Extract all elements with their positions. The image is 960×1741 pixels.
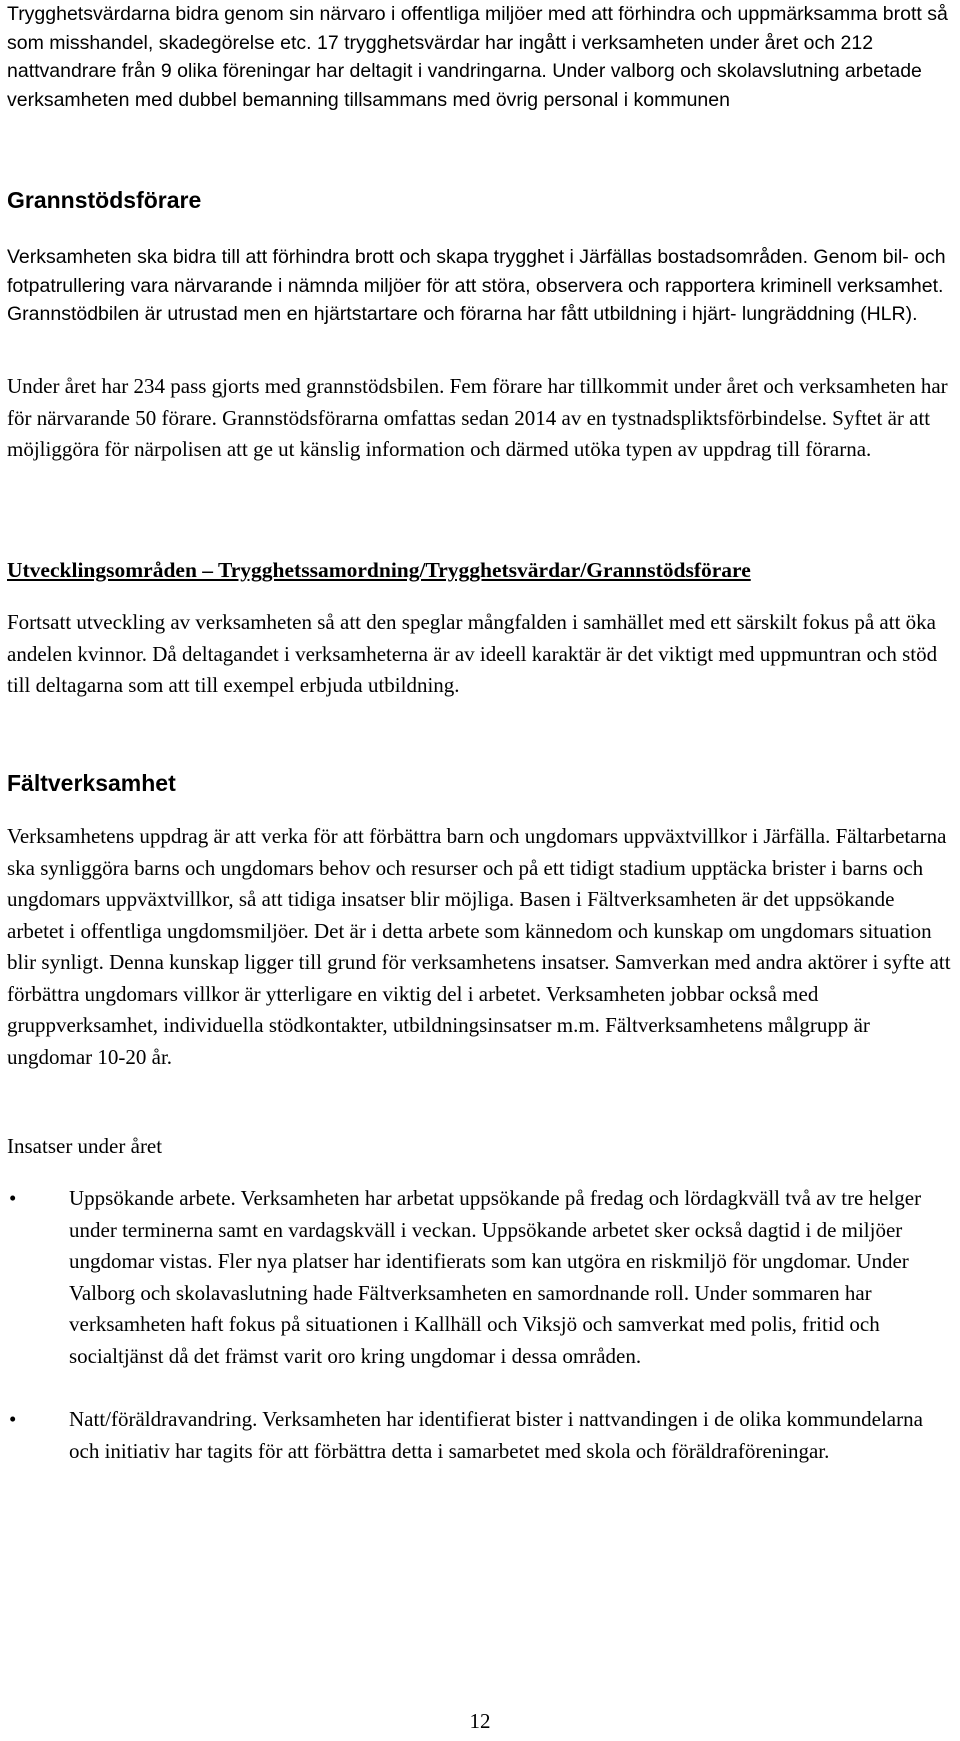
heading-grannstodsforare: Grannstödsförare xyxy=(7,187,202,213)
page-number: 12 xyxy=(469,1709,491,1733)
list-item-text: Uppsökande arbete. Verksamheten har arbetat uppsökande på fredag och lördagkväll två av tre helger under terminerna samt en vardagskväll i veckan. Uppsökande arbetet sker också dagtid i de miljöer ungdomar vistas. Fler nya platser har identifierats som kan utgöra en riskmiljö för ungdomar. Under Valborg och skolavaslutning hade Fältverksamheten en samordnande roll. Under sommaren har verksamheten haft fokus på situationen i Kallhäll och Viksjö och samverkat med polis, fritid och socialtjänst då det främst varit oro kring ungdomar i dessa områden. xyxy=(69,1186,922,1368)
grannstod-paragraph-2: Under året har 234 pass gjorts med grannstödsbilen. Fem förare har tillkommit under året och verksamheten har för närvarande 50 förare. Grannstödsförarna omfattas sedan 2014 av en tystnadspliktsförbindelse. Syftet är att möjliggöra för närpolisen att ge ut känslig information och därmed utöka typen av uppdrag till förarna. xyxy=(7,374,948,461)
faltverksamhet-paragraph: Verksamhetens uppdrag är att verka för att förbättra barn och ungdomars uppväxtvillkor i Järfälla. Fältarbetarna ska synliggöra barns och ungdomars behov och resurser och på ett tidigt stadium upptäcka brister i barns och ungdomars uppväxtvillkor, så att tidiga insatser blir möjliga. Basen i Fältverksamheten är det uppsökande arbetet i offentliga ungdomsmiljöer. Det är i detta arbete som kännedom och kunskap om ungdomars situation blir synligt. Denna kunskap ligger till grund för verksamhetens insatser. Samverkan med andra aktörer i syfte att förbättra ungdomars villkor är ytterligare en viktig del i arbetet. Verksamheten jobbar också med gruppverksamhet, individuella stödkontakter, utbildningsinsatser m.m. Fältverksamhetens målgrupp är ungdomar 10-20 år. xyxy=(7,824,951,1069)
list-item xyxy=(7,1183,952,1372)
bullet-marker: • xyxy=(9,1186,17,1210)
grannstod-paragraph-1: Verksamheten ska bidra till att förhindra brott och skapa trygghet i Järfällas bostadsområden. Genom bil- och fotpatrullering vara närvarande i nämnda miljöer för att störa, observera och rapportera kriminell verksamhet. Grannstödbilen är utrustad men en hjärtstartare och förarna har fått utbildning i hjärt- lungräddning (HLR). xyxy=(7,246,946,325)
insatser-subheading: Insatser under året xyxy=(7,1134,163,1158)
intro-paragraph: Trygghetsvärdarna bidra genom sin närvaro i offentliga miljöer med att förhindra och uppmärksamma brott så som misshandel, skadegörelse etc. 17 trygghetsvärdar har ingått i verksamheten under året och 212 nattvandrare från 9 olika föreningar har deltagit i vandringarna. Under valborg och skolavslutning arbetade verksamheten med dubbel bemanning tillsammans med övrig personal i kommunen xyxy=(7,3,948,111)
heading-faltverksamhet: Fältverksamhet xyxy=(7,770,176,796)
list-item-text: Natt/föräldravandring. Verksamheten har identifierat bister i nattvandingen i de olika kommundelarna och initiativ har tagits för att förbättra detta i samarbetet med skola och föräldraföreningar. xyxy=(69,1407,923,1463)
bullet-marker: • xyxy=(9,1407,17,1431)
list-item xyxy=(7,1404,952,1467)
insatser-list xyxy=(7,1183,952,1467)
heading-utvecklingsomraden: Utvecklingsområden – Trygghetssamordning/Trygghetsvärdar/Grannstödsförare xyxy=(7,558,751,582)
utveckling-paragraph: Fortsatt utveckling av verksamheten så att den speglar mångfalden i samhället med ett särskilt fokus på att öka andelen kvinnor. Då deltagandet i verksamheterna är av ideell karaktär är det viktigt med uppmuntran och stöd till deltagarna som att till exempel erbjuda utbildning. xyxy=(7,610,938,697)
